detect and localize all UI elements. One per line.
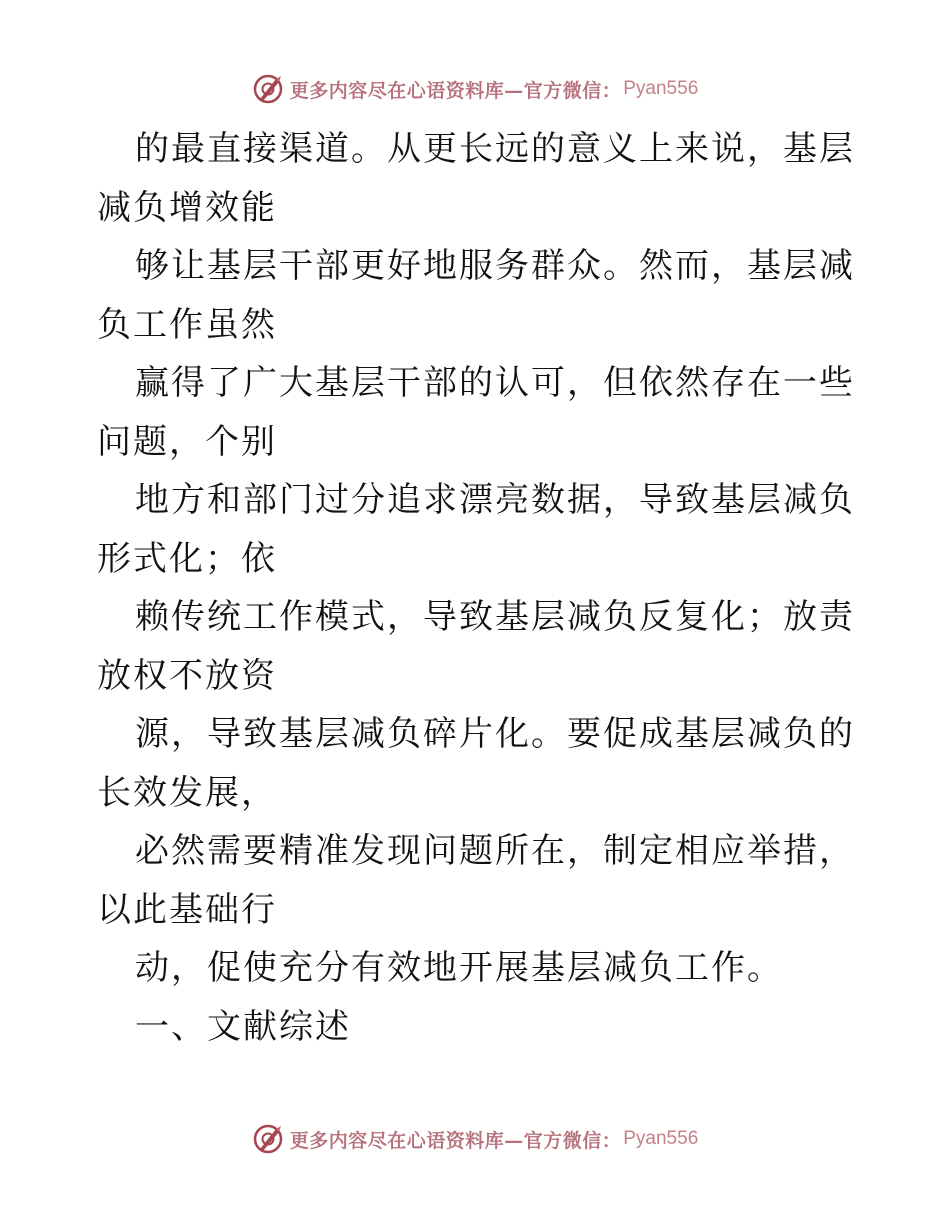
banner-text: 更多内容尽在心语资料库—官方微信： (289, 79, 622, 102)
paragraph: 源，导致基层减负碎片化。要促成基层减负的长效发展， (97, 714, 855, 813)
footer-banner (0, 1119, 950, 1159)
paragraph: 的最直接渠道。从更长远的意义上来说，基层减负增效能 (97, 129, 855, 228)
paragraph: 够让基层干部更好地服务群众。然而，基层减负工作虽然 (97, 246, 855, 345)
paragraph: 地方和部门过分追求漂亮数据，导致基层减负形式化；依 (97, 480, 855, 579)
header-banner (0, 69, 950, 109)
banner-text: 更多内容尽在心语资料库—官方微信： (289, 1129, 622, 1152)
paragraph: 赢得了广大基层干部的认可，但依然存在一些问题，个别 (97, 363, 855, 462)
body-text (97, 120, 857, 1056)
paragraph: 赖传统工作模式，导致基层减负反复化；放责放权不放资 (97, 597, 855, 696)
banner-wechat-id: Pyan556 (623, 1128, 699, 1149)
banner-wechat-id: Pyan556 (623, 78, 699, 99)
pen-circle-icon (252, 1123, 284, 1155)
section-heading: 一、文献综述 (135, 1006, 351, 1047)
paragraph: 必然需要精准发现问题所在，制定相应举措，以此基础行 (97, 831, 855, 930)
pen-circle-icon (252, 73, 284, 105)
paragraph: 动，促使充分有效地开展基层减负工作。 (135, 948, 783, 988)
